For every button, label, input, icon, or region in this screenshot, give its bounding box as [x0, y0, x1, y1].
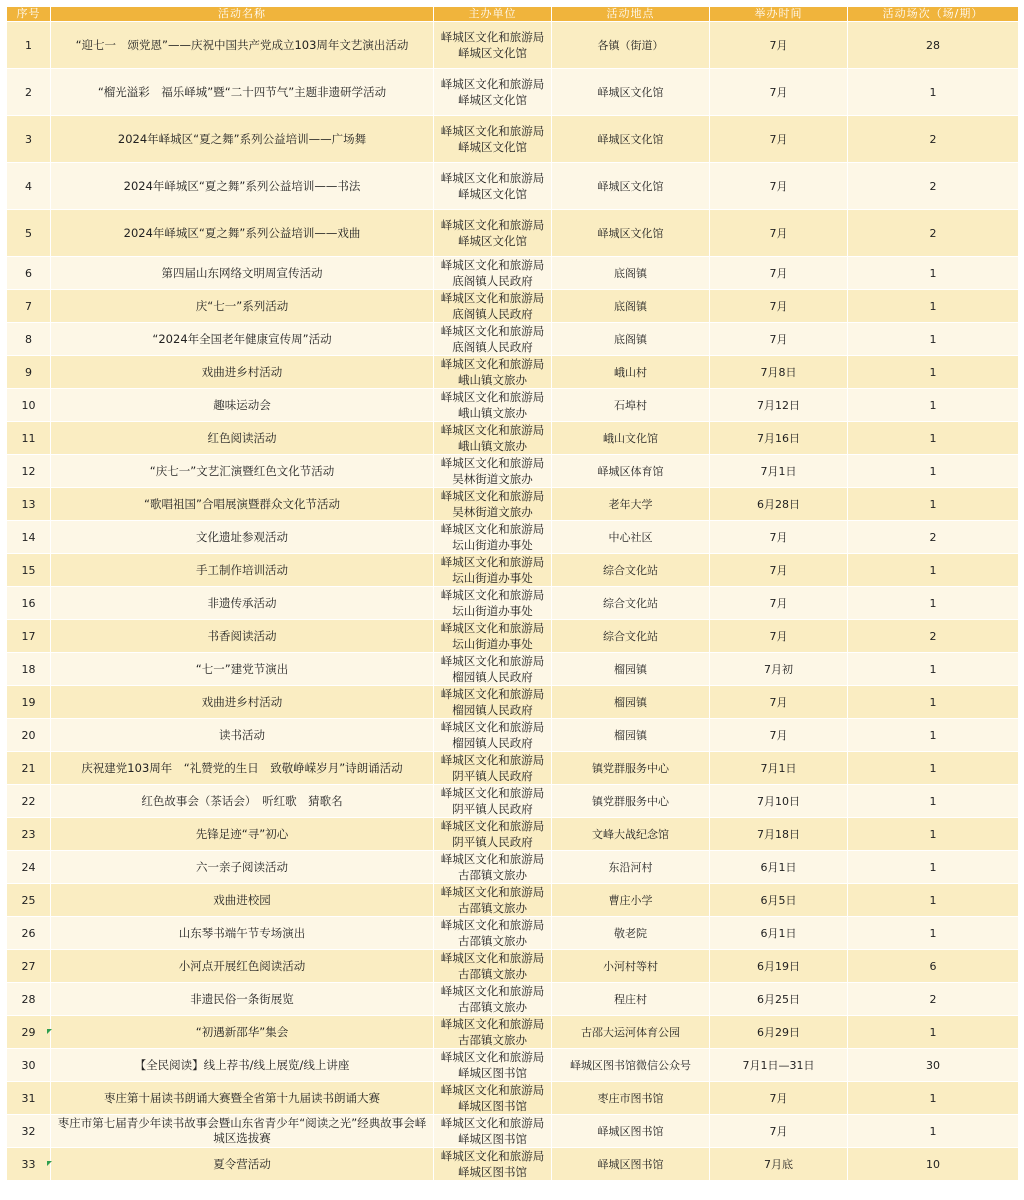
row-no: 16	[7, 587, 51, 620]
date: 7月	[710, 1115, 848, 1148]
activity-name: 枣庄市第七届青少年读书故事会暨山东省青少年“阅读之光”经典故事会峄城区选拔赛	[51, 1115, 434, 1148]
row-no: 22	[7, 785, 51, 818]
host-unit: 峄城区文化和旅游局底阁镇人民政府	[434, 323, 552, 356]
row-no: 2	[7, 69, 51, 116]
activity-name: 书香阅读活动	[51, 620, 434, 653]
activity-name: 夏令营活动	[51, 1148, 434, 1181]
host-unit: 峄城区文化和旅游局峄城区图书馆	[434, 1148, 552, 1181]
venue: 枣庄市图书馆	[552, 1082, 710, 1115]
session-count: 1	[848, 851, 1019, 884]
header-row	[7, 7, 1019, 22]
activity-name: 枣庄第十届读书朗诵大赛暨全省第十九届读书朗诵大赛	[51, 1082, 434, 1115]
activity-name: 戏曲进乡村活动	[51, 686, 434, 719]
header-no: 序号	[7, 7, 51, 22]
table-row	[7, 290, 1019, 323]
date: 6月28日	[710, 488, 848, 521]
session-count: 1	[848, 917, 1019, 950]
activity-name: 山东琴书端午节专场演出	[51, 917, 434, 950]
session-count: 1	[848, 884, 1019, 917]
venue: 峄城区图书馆	[552, 1148, 710, 1181]
date: 7月1日	[710, 455, 848, 488]
host-unit: 峄城区文化和旅游局阴平镇人民政府	[434, 752, 552, 785]
date: 7月10日	[710, 785, 848, 818]
row-no: 4	[7, 163, 51, 210]
cell-comment-marker	[47, 1161, 52, 1166]
venue: 峄城区图书馆	[552, 1115, 710, 1148]
row-no: 31	[7, 1082, 51, 1115]
date: 7月	[710, 210, 848, 257]
activity-name: “榴光溢彩 福乐峄城”暨“二十四节气”主题非遗研学活动	[51, 69, 434, 116]
table-row	[7, 1082, 1019, 1115]
date: 6月29日	[710, 1016, 848, 1049]
activity-name: 2024年峄城区“夏之舞”系列公益培训——戏曲	[51, 210, 434, 257]
session-count: 2	[848, 521, 1019, 554]
host-unit: 峄城区文化和旅游局榴园镇人民政府	[434, 686, 552, 719]
table-row	[7, 257, 1019, 290]
host-unit: 峄城区文化和旅游局 峄城区文化馆	[434, 163, 552, 210]
venue: 镇党群服务中心	[552, 752, 710, 785]
host-unit: 峄城区文化和旅游局峄城区图书馆	[434, 1082, 552, 1115]
table-row	[7, 587, 1019, 620]
session-count: 1	[848, 323, 1019, 356]
date: 7月	[710, 22, 848, 69]
row-no: 18	[7, 653, 51, 686]
activity-name: 2024年峄城区“夏之舞”系列公益培训——广场舞	[51, 116, 434, 163]
table-row	[7, 917, 1019, 950]
session-count: 1	[848, 554, 1019, 587]
venue: 敬老院	[552, 917, 710, 950]
table-row	[7, 1049, 1019, 1082]
row-no: 26	[7, 917, 51, 950]
date: 7月	[710, 521, 848, 554]
activity-name: 手工制作培训活动	[51, 554, 434, 587]
date: 7月	[710, 620, 848, 653]
venue: 底阁镇	[552, 257, 710, 290]
session-count: 1	[848, 752, 1019, 785]
date: 7月8日	[710, 356, 848, 389]
venue: 底阁镇	[552, 290, 710, 323]
row-no: 17	[7, 620, 51, 653]
row-no: 19	[7, 686, 51, 719]
host-unit: 峄城区文化和旅游局吴林街道文旅办	[434, 455, 552, 488]
row-no: 25	[7, 884, 51, 917]
row-no: 3	[7, 116, 51, 163]
date: 7月	[710, 69, 848, 116]
row-no: 24	[7, 851, 51, 884]
host-unit: 峄城区文化和旅游局古邵镇文旅办	[434, 917, 552, 950]
activity-name: “七一”建党节演出	[51, 653, 434, 686]
table-row	[7, 818, 1019, 851]
venue: 老年大学	[552, 488, 710, 521]
table-row	[7, 1115, 1019, 1148]
table-row	[7, 455, 1019, 488]
table-row	[7, 323, 1019, 356]
session-count: 1	[848, 356, 1019, 389]
date: 7月	[710, 116, 848, 163]
venue: 峨山村	[552, 356, 710, 389]
activity-name: 庆“七一”系列活动	[51, 290, 434, 323]
activity-name: 第四届山东网络文明周宣传活动	[51, 257, 434, 290]
table-row	[7, 620, 1019, 653]
venue: 小河村等村	[552, 950, 710, 983]
activity-name: “初遇新邵华”集会	[51, 1016, 434, 1049]
activity-name: 小河点开展红色阅读活动	[51, 950, 434, 983]
row-no: 15	[7, 554, 51, 587]
table-row	[7, 851, 1019, 884]
activity-name: 戏曲进校园	[51, 884, 434, 917]
session-count: 2	[848, 116, 1019, 163]
activity-name: 非遗传承活动	[51, 587, 434, 620]
venue: 综合文化站	[552, 554, 710, 587]
venue: 峄城区文化馆	[552, 116, 710, 163]
table-row	[7, 884, 1019, 917]
activity-name: “歌唱祖国”合唱展演暨群众文化节活动	[51, 488, 434, 521]
table-row	[7, 719, 1019, 752]
host-unit: 峄城区文化和旅游局峨山镇文旅办	[434, 422, 552, 455]
venue: 中心社区	[552, 521, 710, 554]
host-unit: 峄城区文化和旅游局坛山街道办事处	[434, 620, 552, 653]
table-row	[7, 116, 1019, 163]
venue: 峄城区图书馆微信公众号	[552, 1049, 710, 1082]
header-host: 主办单位	[434, 7, 552, 22]
activity-name: 文化遗址参观活动	[51, 521, 434, 554]
row-no: 7	[7, 290, 51, 323]
host-unit: 峄城区文化和旅游局古邵镇文旅办	[434, 851, 552, 884]
venue: 综合文化站	[552, 587, 710, 620]
header-name: 活动名称	[51, 7, 434, 22]
session-count: 6	[848, 950, 1019, 983]
session-count: 2	[848, 163, 1019, 210]
host-unit: 峄城区文化和旅游局峨山镇文旅办	[434, 389, 552, 422]
session-count: 1	[848, 455, 1019, 488]
session-count: 28	[848, 22, 1019, 69]
venue: 峄城区文化馆	[552, 69, 710, 116]
activity-name: “2024年全国老年健康宣传周”活动	[51, 323, 434, 356]
row-no: 12	[7, 455, 51, 488]
venue: 榴园镇	[552, 719, 710, 752]
table-row	[7, 752, 1019, 785]
table-row	[7, 210, 1019, 257]
host-unit: 峄城区文化和旅游局吴林街道文旅办	[434, 488, 552, 521]
session-count: 1	[848, 290, 1019, 323]
date: 7月	[710, 587, 848, 620]
table-row	[7, 554, 1019, 587]
session-count: 10	[848, 1148, 1019, 1181]
row-no: 33	[7, 1148, 51, 1181]
session-count: 1	[848, 1016, 1019, 1049]
activity-name: 读书活动	[51, 719, 434, 752]
row-no: 30	[7, 1049, 51, 1082]
row-no: 21	[7, 752, 51, 785]
session-count: 1	[848, 818, 1019, 851]
row-no: 1	[7, 22, 51, 69]
table-row	[7, 950, 1019, 983]
table-row	[7, 422, 1019, 455]
date: 7月初	[710, 653, 848, 686]
date: 6月19日	[710, 950, 848, 983]
activity-name: 趣味运动会	[51, 389, 434, 422]
row-no: 32	[7, 1115, 51, 1148]
session-count: 2	[848, 983, 1019, 1016]
host-unit: 峄城区文化和旅游局榴园镇人民政府	[434, 653, 552, 686]
table-row	[7, 1016, 1019, 1049]
activity-name: 【全民阅读】线上荐书/线上展览/线上讲座	[51, 1049, 434, 1082]
venue: 石埠村	[552, 389, 710, 422]
table-row	[7, 983, 1019, 1016]
host-unit: 峄城区文化和旅游局榴园镇人民政府	[434, 719, 552, 752]
host-unit: 峄城区文化和旅游局古邵镇文旅办	[434, 950, 552, 983]
session-count: 1	[848, 686, 1019, 719]
venue: 综合文化站	[552, 620, 710, 653]
date: 7月	[710, 686, 848, 719]
date: 7月	[710, 257, 848, 290]
host-unit: 峄城区文化和旅游局 峄城区文化馆	[434, 210, 552, 257]
date: 7月底	[710, 1148, 848, 1181]
activity-name: “迎七一 颂党恩”——庆祝中国共产党成立103周年文艺演出活动	[51, 22, 434, 69]
session-count: 2	[848, 620, 1019, 653]
venue: 东沿河村	[552, 851, 710, 884]
activity-name: 非遗民俗一条街展览	[51, 983, 434, 1016]
date: 7月16日	[710, 422, 848, 455]
date: 6月25日	[710, 983, 848, 1016]
date: 7月12日	[710, 389, 848, 422]
table-row	[7, 521, 1019, 554]
host-unit: 峄城区文化和旅游局峨山镇文旅办	[434, 356, 552, 389]
date: 6月1日	[710, 851, 848, 884]
host-unit: 峄城区文化和旅游局坛山街道办事处	[434, 587, 552, 620]
activity-name: 六一亲子阅读活动	[51, 851, 434, 884]
activity-name: 2024年峄城区“夏之舞”系列公益培训——书法	[51, 163, 434, 210]
host-unit: 峄城区文化和旅游局古邵镇文旅办	[434, 983, 552, 1016]
session-count: 1	[848, 1082, 1019, 1115]
date: 7月	[710, 719, 848, 752]
row-no: 29	[7, 1016, 51, 1049]
host-unit: 峄城区文化和旅游局峄城区图书馆	[434, 1115, 552, 1148]
host-unit: 峄城区文化和旅游局 峄城区文化馆	[434, 116, 552, 163]
venue: 镇党群服务中心	[552, 785, 710, 818]
date: 7月1日	[710, 752, 848, 785]
session-count: 1	[848, 653, 1019, 686]
host-unit: 峄城区文化和旅游局 峄城区文化馆	[434, 69, 552, 116]
header-count: 活动场次（场/期）	[848, 7, 1019, 22]
host-unit: 峄城区文化和旅游局底阁镇人民政府	[434, 257, 552, 290]
session-count: 30	[848, 1049, 1019, 1082]
date: 7月	[710, 1082, 848, 1115]
session-count: 1	[848, 257, 1019, 290]
venue: 各镇（街道）	[552, 22, 710, 69]
host-unit: 峄城区文化和旅游局 峄城区文化馆	[434, 22, 552, 69]
row-no: 13	[7, 488, 51, 521]
date: 7月	[710, 163, 848, 210]
date: 7月	[710, 290, 848, 323]
table-row	[7, 69, 1019, 116]
activity-name: 红色阅读活动	[51, 422, 434, 455]
row-no: 20	[7, 719, 51, 752]
host-unit: 峄城区文化和旅游局古邵镇文旅办	[434, 884, 552, 917]
session-count: 1	[848, 785, 1019, 818]
session-count: 1	[848, 69, 1019, 116]
activity-table	[6, 6, 1019, 1181]
row-no: 27	[7, 950, 51, 983]
host-unit: 峄城区文化和旅游局坛山街道办事处	[434, 521, 552, 554]
venue: 古邵大运河体育公园	[552, 1016, 710, 1049]
table-row	[7, 22, 1019, 69]
table-row	[7, 356, 1019, 389]
session-count: 1	[848, 389, 1019, 422]
venue: 峨山文化馆	[552, 422, 710, 455]
table-row	[7, 686, 1019, 719]
table-row	[7, 1148, 1019, 1181]
venue: 程庄村	[552, 983, 710, 1016]
header-place: 活动地点	[552, 7, 710, 22]
activity-name: 庆祝建党103周年 “礼赞党的生日 致敬峥嵘岁月”诗朗诵活动	[51, 752, 434, 785]
row-no: 6	[7, 257, 51, 290]
session-count: 1	[848, 488, 1019, 521]
table-row	[7, 389, 1019, 422]
venue: 峄城区文化馆	[552, 163, 710, 210]
session-count: 2	[848, 210, 1019, 257]
date: 6月1日	[710, 917, 848, 950]
venue: 底阁镇	[552, 323, 710, 356]
date: 7月1日—31日	[710, 1049, 848, 1082]
venue: 榴园镇	[552, 686, 710, 719]
row-no: 8	[7, 323, 51, 356]
host-unit: 峄城区文化和旅游局峄城区图书馆	[434, 1049, 552, 1082]
activity-name: 红色故事会（茶话会） 听红歌 猜歌名	[51, 785, 434, 818]
row-no: 5	[7, 210, 51, 257]
host-unit: 峄城区文化和旅游局古邵镇文旅办	[434, 1016, 552, 1049]
venue: 峄城区体育馆	[552, 455, 710, 488]
header-time: 举办时间	[710, 7, 848, 22]
table-row	[7, 488, 1019, 521]
row-no: 28	[7, 983, 51, 1016]
date: 7月	[710, 554, 848, 587]
venue: 曹庄小学	[552, 884, 710, 917]
session-count: 1	[848, 422, 1019, 455]
session-count: 1	[848, 1115, 1019, 1148]
host-unit: 峄城区文化和旅游局阴平镇人民政府	[434, 818, 552, 851]
session-count: 1	[848, 587, 1019, 620]
host-unit: 峄城区文化和旅游局阴平镇人民政府	[434, 785, 552, 818]
date: 6月5日	[710, 884, 848, 917]
host-unit: 峄城区文化和旅游局底阁镇人民政府	[434, 290, 552, 323]
activity-name: 戏曲进乡村活动	[51, 356, 434, 389]
venue: 峄城区文化馆	[552, 210, 710, 257]
date: 7月18日	[710, 818, 848, 851]
cell-comment-marker	[47, 1029, 52, 1034]
table-row	[7, 653, 1019, 686]
row-no: 23	[7, 818, 51, 851]
date: 7月	[710, 323, 848, 356]
row-no: 14	[7, 521, 51, 554]
session-count: 1	[848, 719, 1019, 752]
venue: 文峰大战纪念馆	[552, 818, 710, 851]
row-no: 10	[7, 389, 51, 422]
venue: 榴园镇	[552, 653, 710, 686]
row-no: 11	[7, 422, 51, 455]
activity-name: 先锋足迹“寻”初心	[51, 818, 434, 851]
table-row	[7, 163, 1019, 210]
activity-name: “庆七一”文艺汇演暨红色文化节活动	[51, 455, 434, 488]
row-no: 9	[7, 356, 51, 389]
table-row	[7, 785, 1019, 818]
host-unit: 峄城区文化和旅游局坛山街道办事处	[434, 554, 552, 587]
